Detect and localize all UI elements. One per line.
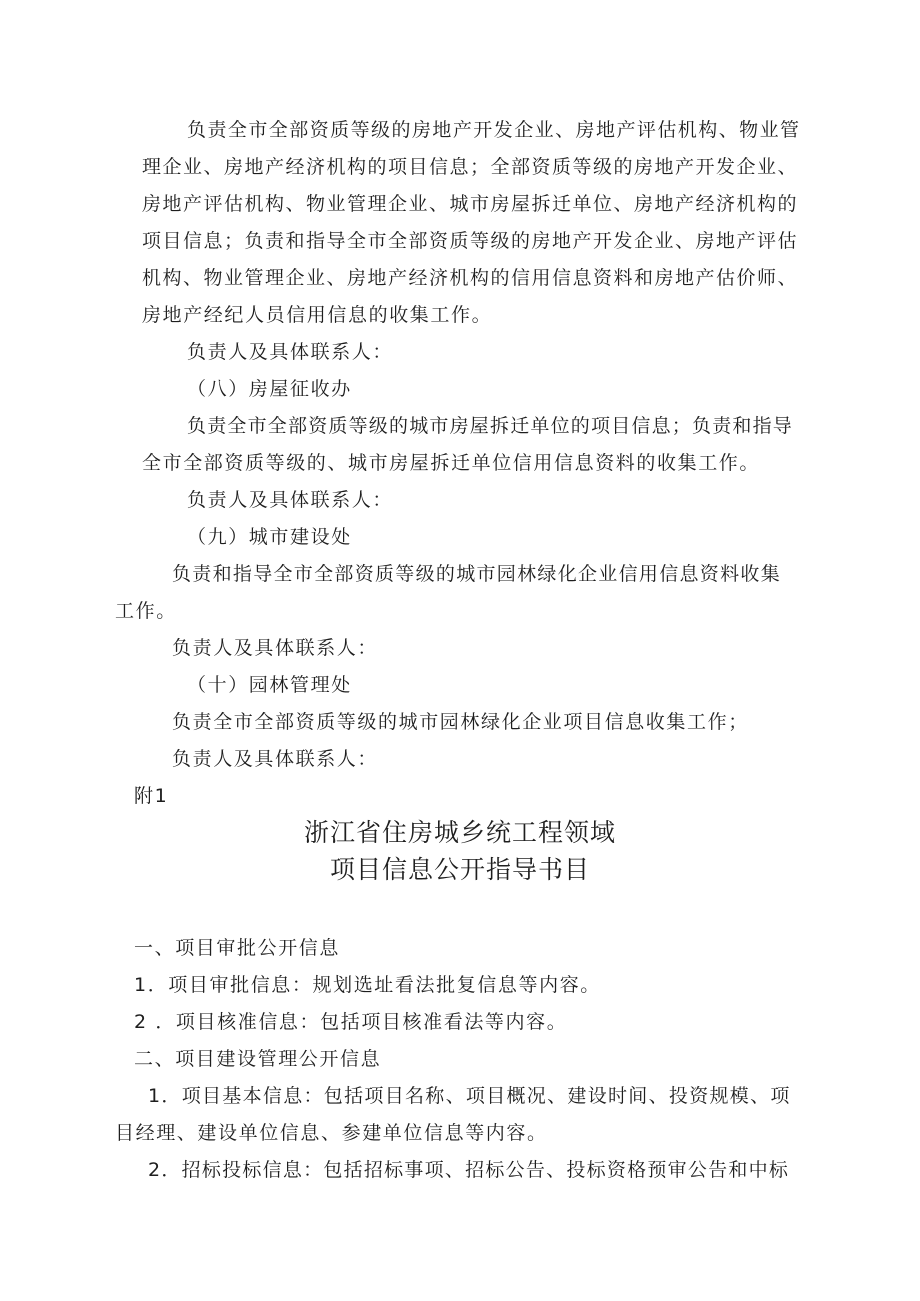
contact-label: 负责人及具体联系人：	[172, 637, 379, 659]
appendix-label: 附1	[134, 785, 169, 807]
list-item: 2．招标投标信息：包括招标事项、招标公告、投标资格预审公告和中标	[148, 1159, 790, 1181]
contact-label: 负责人及具体联系人：	[187, 341, 394, 363]
document-title: 浙江省住房城乡统工程领域	[303, 818, 616, 847]
section-heading: 二、项目建设管理公开信息	[134, 1048, 382, 1070]
body-line: 负责全市全部资质等级的城市房屋拆迁单位的项目信息；负责和指导	[187, 415, 794, 437]
body-line: 负责和指导全市全部资质等级的城市园林绿化企业信用信息资料收集	[172, 563, 782, 585]
body-line: 项目信息；负责和指导全市全部资质等级的房地产开发企业、房地产评估	[142, 230, 799, 252]
document-subtitle: 项目信息公开指导书目	[329, 855, 590, 884]
body-line: 工作。	[115, 600, 177, 622]
body-line: 房地产经纪人员信用信息的收集工作。	[142, 304, 493, 326]
section-heading: 一、项目审批公开信息	[134, 937, 341, 959]
section-heading: （八）房屋征收办	[187, 378, 352, 400]
body-line: 负责全市全部资质等级的房地产开发企业、房地产评估机构、物业管	[187, 119, 801, 141]
section-heading: （九）城市建设处	[187, 526, 352, 548]
contact-label: 负责人及具体联系人：	[187, 489, 394, 511]
body-line: 负责全市全部资质等级的城市园林绿化企业项目信息收集工作；	[172, 711, 749, 733]
body-line: 房地产评估机构、物业管理企业、城市房屋拆迁单位、房地产经济机构的	[142, 193, 799, 215]
list-item: 1．项目审批信息：规划选址看法批复信息等内容。	[134, 974, 601, 996]
body-line: 机构、物业管理企业、房地产经济机构的信用信息资料和房地产估价师、	[142, 267, 799, 289]
contact-label: 负责人及具体联系人：	[172, 748, 379, 770]
body-line: 全市全部资质等级的、城市房屋拆迁单位信用信息资料的收集工作。	[142, 452, 761, 474]
list-item: 1．项目基本信息：包括项目名称、项目概况、建设时间、投资规模、项	[148, 1085, 791, 1107]
list-item: 2 ．项目核准信息：包括项目核准看法等内容。	[134, 1011, 568, 1033]
list-item: 目经理、建设单位信息、参建单位信息等内容。	[115, 1122, 548, 1144]
body-line: 理企业、房地产经济机构的项目信息；全部资质等级的房地产开发企业、	[142, 156, 799, 178]
section-heading: （十）园林管理处	[187, 674, 352, 696]
